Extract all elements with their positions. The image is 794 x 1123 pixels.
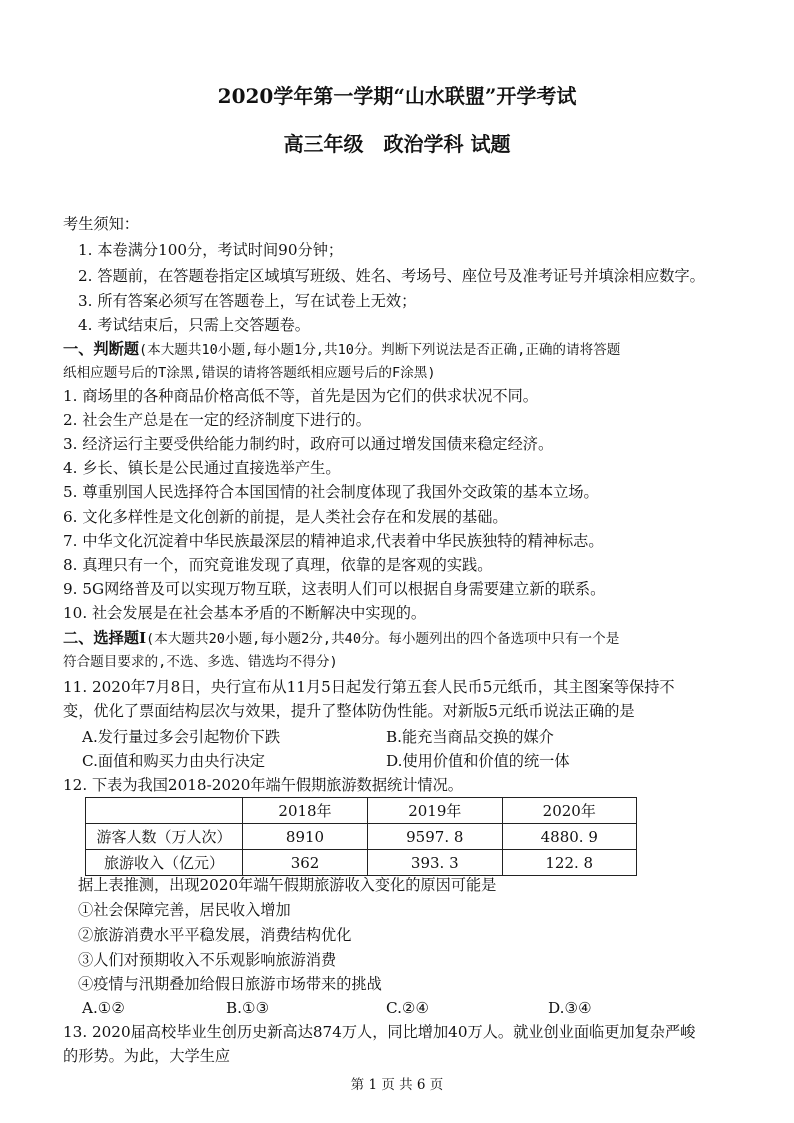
section1-instruction: (本大题共10小题,每小题1分,共10分。判断下列说法是否正确,正确的请将答题	[138, 342, 621, 358]
table-header-cell: 2019年	[368, 798, 502, 824]
q12-option-a: A.①②	[82, 999, 126, 1017]
section2-instruction-cont: 符合题目要求的,不选、多选、错选均不得分)	[63, 654, 338, 670]
q12-statement: ④疫情与汛期叠加给假日旅游市场带来的挑战	[78, 975, 382, 993]
section2-heading: 二、选择题Ⅰ	[63, 629, 147, 647]
judge-item: 8. 真理只有一个，而究竟谁发现了真理，依靠的是客观的实践。	[63, 556, 493, 574]
section1-instruction-cont: 纸相应题号后的T涂黑,错误的请将答题纸相应题号后的F涂黑)	[63, 365, 436, 381]
q12-statement: ③人们对预期收入不乐观影响旅游消费	[78, 951, 337, 969]
judge-item: 3. 经济运行主要受供给能力制约时，政府可以通过增发国债来稳定经济。	[63, 435, 554, 453]
q11-stem: 11. 2020年7月8日，央行宣布从11月5日起发行第五套人民币5元纸币，其主图案等保持不	[63, 678, 675, 696]
q12-statement: ①社会保障完善，居民收入增加	[78, 901, 291, 919]
q11-option-d: D.使用价值和价值的统一体	[386, 752, 570, 770]
table-cell: 4880. 9	[502, 824, 636, 850]
q12-option-b: B.①③	[226, 999, 270, 1017]
table-cell: 9597. 8	[368, 824, 502, 850]
judge-item: 10. 社会发展是在社会基本矛盾的不断解决中实现的。	[63, 604, 427, 622]
notice-heading: 考生须知：	[63, 215, 139, 233]
table-header-cell: 2018年	[243, 798, 368, 824]
exam-subtitle: 高三年级 政治学科 试题	[283, 132, 511, 156]
table-header-cell: 2020年	[502, 798, 636, 824]
judge-item: 7. 中华文化沉淀着中华民族最深层的精神追求,代表着中华民族独特的精神标志。	[63, 532, 604, 550]
judge-item: 5. 尊重别国人民选择符合本国国情的社会制度体现了我国外交政策的基本立场。	[63, 483, 599, 501]
q11-option-a: A.发行量过多会引起物价下跌	[82, 728, 281, 746]
table-header-cell	[86, 798, 243, 824]
page-number: 第 1 页 共 6 页	[350, 1077, 444, 1093]
notice-item: 1. 本卷满分100分，考试时间90分钟；	[78, 241, 344, 259]
table-cell: 8910	[243, 824, 368, 850]
judge-item: 9. 5G网络普及可以实现万物互联，这表明人们可以根据自身需要建立新的联系。	[63, 580, 606, 598]
section1-heading: 一、判断题	[63, 340, 139, 358]
q12-prompt: 据上表推测，出现2020年端午假期旅游收入变化的原因可能是	[78, 876, 497, 894]
q13-stem-cont: 的形势。为此，大学生应	[63, 1047, 231, 1065]
q12-option-c: C.②④	[386, 999, 430, 1017]
q11-stem-cont: 变，优化了票面结构层次与效果，提升了整体防伪性能。对新版5元纸币说法正确的是	[63, 702, 635, 720]
judge-item: 1. 商场里的各种商品价格高低不等，首先是因为它们的供求状况不同。	[63, 387, 538, 405]
q13-stem: 13. 2020届高校毕业生创历史新高达874万人，同比增加40万人。就业创业面临更加复杂严峻	[63, 1023, 696, 1041]
judge-item: 6. 文化多样性是文化创新的前提，是人类社会存在和发展的基础。	[63, 508, 508, 526]
notice-item: 4. 考试结束后，只需上交答题卷。	[78, 316, 310, 334]
exam-title: 2020学年第一学期“山水联盟”开学考试	[217, 84, 577, 108]
tourism-table	[85, 797, 637, 876]
table-row	[86, 850, 637, 876]
q11-option-c: C.面值和购买力由央行决定	[82, 752, 265, 770]
q11-option-b: B.能充当商品交换的媒介	[386, 728, 554, 746]
table-header-row	[86, 798, 637, 824]
table-cell: 游客人数（万人次）	[86, 824, 243, 850]
notice-item: 3. 所有答案必须写在答题卷上，写在试卷上无效；	[78, 292, 417, 310]
table-cell: 122. 8	[502, 850, 636, 876]
q12-stem: 12. 下表为我国2018-2020年端午假期旅游数据统计情况。	[63, 776, 463, 794]
table-cell: 旅游收入（亿元）	[86, 850, 243, 876]
table-cell: 362	[243, 850, 368, 876]
section2-instruction: (本大题共20小题,每小题2分,共40分。每小题列出的四个备选项中只有一个是	[146, 631, 620, 647]
table-row	[86, 824, 637, 850]
judge-item: 4. 乡长、镇长是公民通过直接选举产生。	[63, 459, 341, 477]
notice-item: 2. 答题前，在答题卷指定区域填写班级、姓名、考场号、座位号及准考证号并填涂相应数字。	[78, 267, 705, 285]
q12-statement: ②旅游消费水平平稳发展，消费结构优化	[78, 926, 352, 944]
section1-header	[63, 339, 620, 360]
q12-option-d: D.③④	[548, 999, 592, 1017]
table-cell: 393. 3	[368, 850, 502, 876]
judge-item: 2. 社会生产总是在一定的经济制度下进行的。	[63, 411, 371, 429]
section2-header	[63, 628, 619, 649]
